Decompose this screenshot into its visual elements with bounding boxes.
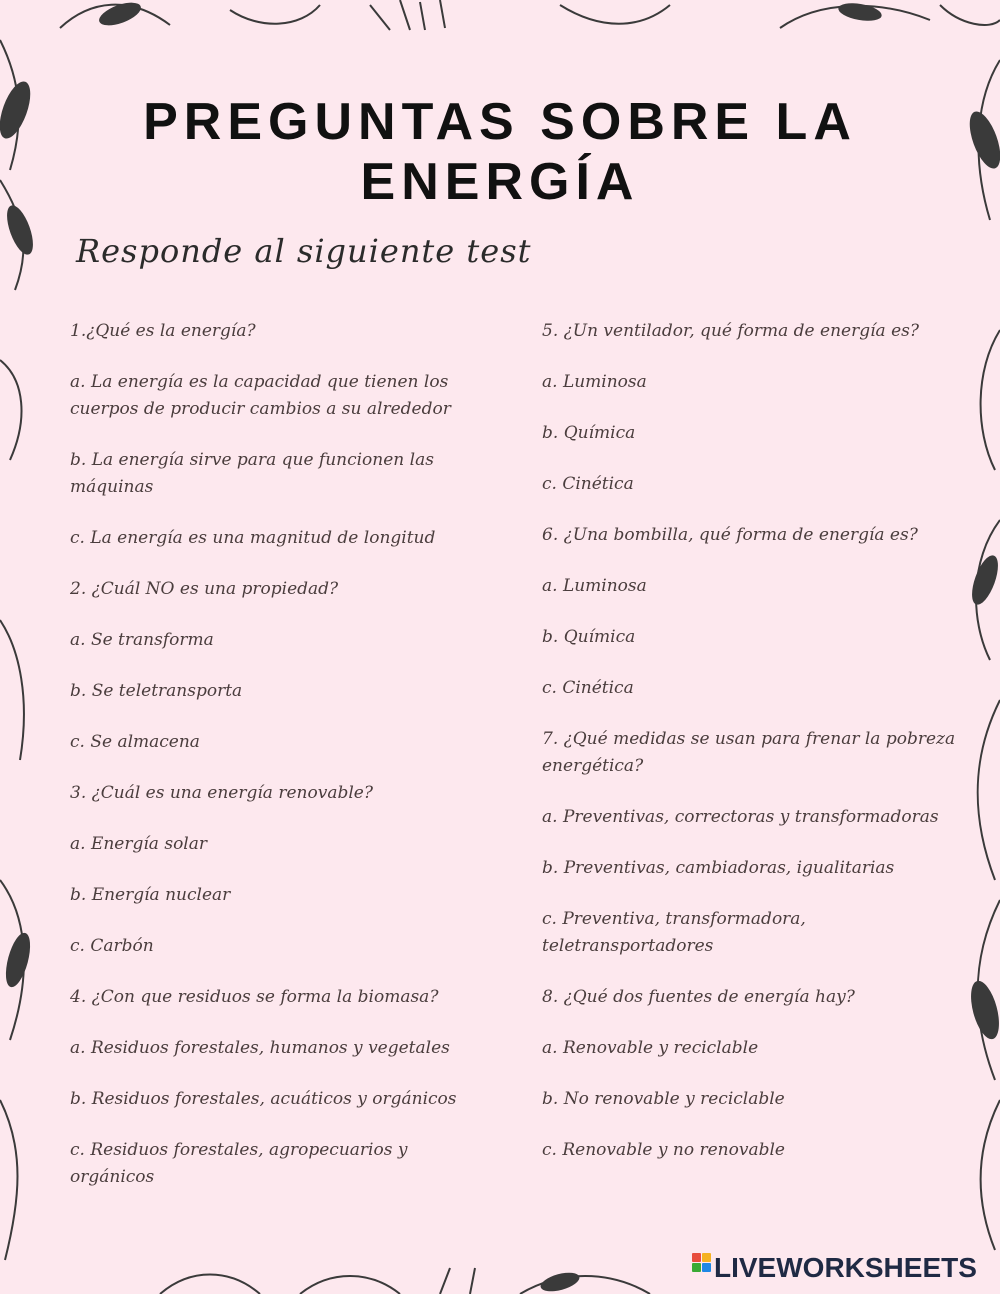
option-6a: a. Luminosa <box>542 576 647 596</box>
option-1c: c. La energía es una magnitud de longitud <box>70 528 436 548</box>
question-1: 1.¿Qué es la energía? <box>70 321 256 341</box>
option-3a: a. Energía solar <box>70 834 208 854</box>
page-title: PREGUNTAS SOBRE LA ENERGÍA <box>143 93 857 211</box>
option-7c: c. Preventiva, transformadora, teletransportadores <box>542 909 806 956</box>
option-5b: b. Química <box>542 423 636 443</box>
option-6b: b. Química <box>542 627 636 647</box>
question-6: 6. ¿Una bombilla, qué forma de energía es? <box>542 525 918 545</box>
subtitle: Responde al siguiente test <box>76 232 532 270</box>
liveworksheets-logo-icon <box>692 1253 712 1281</box>
questions-left-column <box>70 318 490 1191</box>
option-4c: c. Residuos forestales, agropecuarios y orgánicos <box>70 1140 408 1187</box>
option-8a: a. Renovable y reciclable <box>542 1038 759 1058</box>
option-7b: b. Preventivas, cambiadoras, igualitarias <box>542 858 895 878</box>
liveworksheets-logo <box>692 1252 977 1284</box>
option-1a: a. La energía es la capacidad que tienen los cuerpos de producir cambios a su alrededor <box>70 372 451 419</box>
option-4a: a. Residuos forestales, humanos y vegetales <box>70 1038 450 1058</box>
option-3c: c. Carbón <box>70 936 154 956</box>
option-5c: c. Cinética <box>542 474 634 494</box>
questions-right-column <box>542 318 962 1164</box>
question-2: 2. ¿Cuál NO es una propiedad? <box>70 579 339 599</box>
question-8: 8. ¿Qué dos fuentes de energía hay? <box>542 987 855 1007</box>
option-8c: c. Renovable y no renovable <box>542 1140 785 1160</box>
question-3: 3. ¿Cuál es una energía renovable? <box>70 783 373 803</box>
option-4b: b. Residuos forestales, acuáticos y orgánicos <box>70 1089 457 1109</box>
logo-text: LIVEWORKSHEETS <box>714 1252 977 1283</box>
question-5: 5. ¿Un ventilador, qué forma de energía es? <box>542 321 919 341</box>
option-8b: b. No renovable y reciclable <box>542 1089 785 1109</box>
option-2c: c. Se almacena <box>70 732 200 752</box>
option-2a: a. Se transforma <box>70 630 214 650</box>
option-2b: b. Se teletransporta <box>70 681 243 701</box>
option-6c: c. Cinética <box>542 678 634 698</box>
question-7: 7. ¿Qué medidas se usan para frenar la pobreza energética? <box>542 729 956 776</box>
option-7a: a. Preventivas, correctoras y transformadoras <box>542 807 939 827</box>
question-4: 4. ¿Con que residuos se forma la biomasa? <box>70 987 439 1007</box>
option-1b: b. La energía sirve para que funcionen las máquinas <box>70 450 434 497</box>
option-3b: b. Energía nuclear <box>70 885 231 905</box>
option-5a: a. Luminosa <box>542 372 647 392</box>
